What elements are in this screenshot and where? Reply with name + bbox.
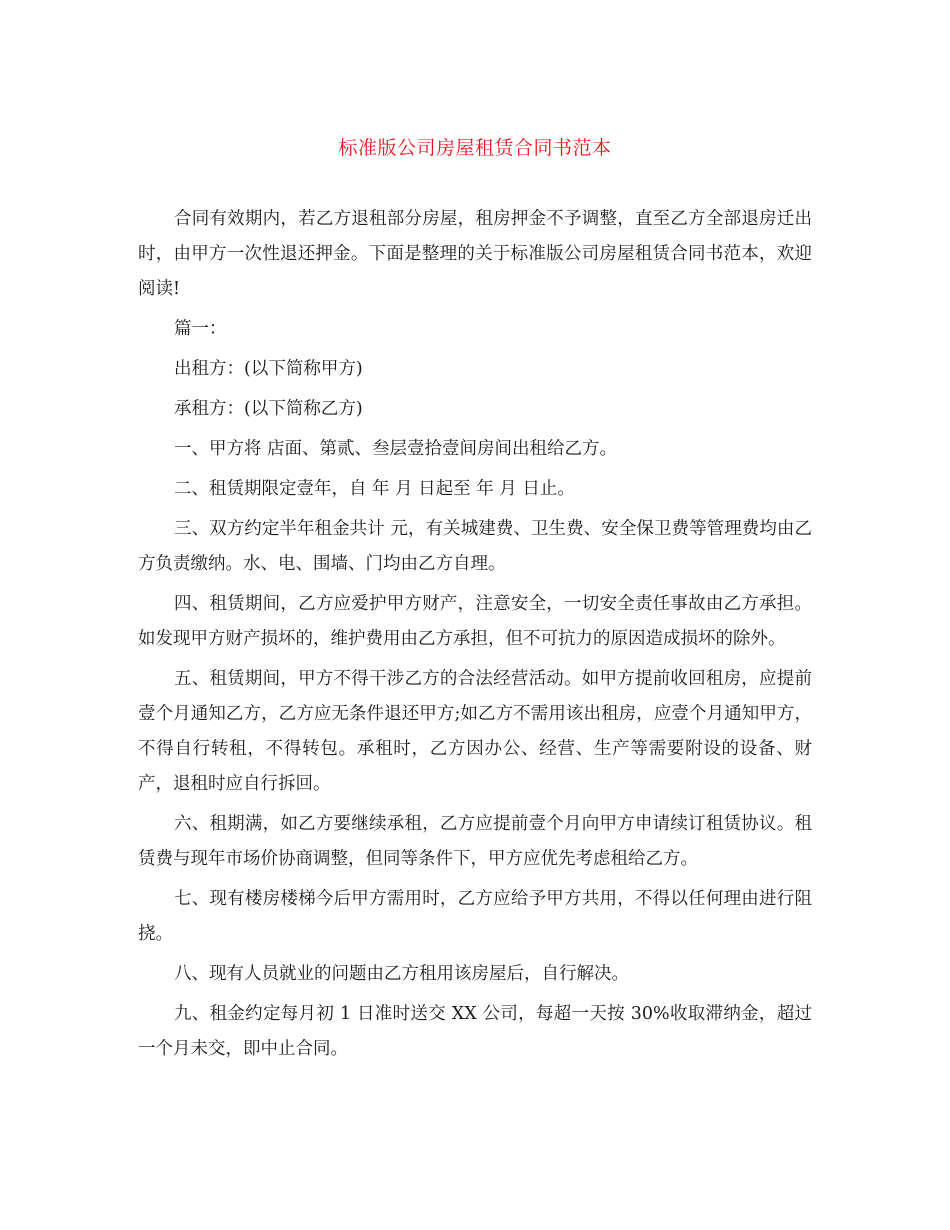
clause-9: 九、租金约定每月初 1 日准时送交 XX 公司，每超一天按 30%收取滞纳金，超过一个月未交，即中止合同。 — [138, 1004, 812, 1059]
paragraph-lessee: 承租方：(以下简称乙方) — [174, 399, 363, 419]
clause-3: 三、双方约定半年租金共计 元，有关城建费、卫生费、安全保卫费等管理费均由乙方负责缴纳。水、电、围墙、门均由乙方自理。 — [138, 519, 812, 574]
clause-8: 八、现有人员就业的问题由乙方租用该房屋后，自行解决。 — [174, 964, 629, 984]
clause-6: 六、租期满，如乙方要继续承租，乙方应提前壹个月向甲方申请续订租赁协议。租赁费与现年市场价协商调整，但同等条件下，甲方应优先考虑租给乙方。 — [138, 814, 812, 869]
document-body — [138, 202, 812, 1072]
document-title: 标准版公司房屋租赁合同书范本 — [338, 137, 612, 159]
clause-4: 四、租赁期间，乙方应爱护甲方财产，注意安全，一切安全责任事故由乙方承担。如发现甲方财产损坏的，维护费用由乙方承担，但不可抗力的原因造成损坏的除外。 — [138, 594, 812, 649]
paragraph-section-heading: 篇一： — [174, 319, 227, 339]
clause-5: 五、租赁期间，甲方不得干涉乙方的合法经营活动。如甲方提前收回租房，应提前壹个月通知乙方，乙方应无条件退还甲方;如乙方不需用该出租房，应壹个月通知甲方，不得自行转租，不得转包。承租时，乙方因办公、经营、生产等需要附设的设备、财产，退租时应自行拆回。 — [138, 669, 812, 794]
paragraph-intro: 合同有效期内，若乙方退租部分房屋，租房押金不予调整，直至乙方全部退房迁出时，由甲方一次性退还押金。下面是整理的关于标准版公司房屋租赁合同书范本，欢迎阅读! — [138, 209, 812, 299]
clause-2: 二、租赁期限定壹年，自 年 月 日起至 年 月 日止。 — [174, 479, 575, 499]
paragraph-lessor: 出租方：(以下简称甲方) — [174, 359, 363, 379]
clause-1: 一、甲方将 店面、第贰、叁层壹拾壹间房间出租给乙方。 — [174, 439, 618, 459]
clause-7: 七、现有楼房楼梯今后甲方需用时，乙方应给予甲方共用，不得以任何理由进行阻挠。 — [138, 889, 812, 944]
